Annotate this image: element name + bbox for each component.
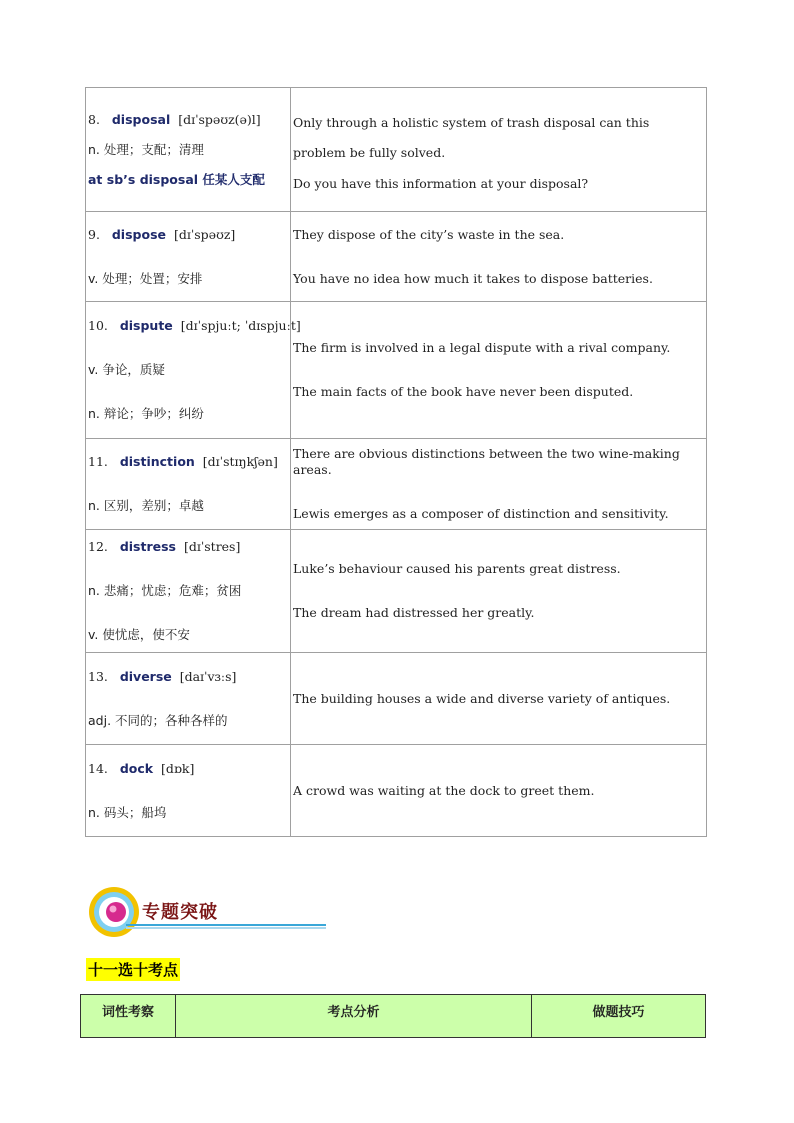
example-sentence: Do you have this information at your disposal? <box>293 175 589 191</box>
entry-number: 14. <box>88 760 108 776</box>
phonetic: [dɪˈspjuːt; ˈdɪspjuːt] <box>180 318 301 333</box>
headword: dock <box>119 760 154 776</box>
example-sentence: Lewis emerges as a composer of distinction and sensitivity. <box>293 506 669 521</box>
word-cell <box>86 439 291 530</box>
phonetic: [dɪˈstres] <box>183 539 241 554</box>
analysis-header-row <box>81 995 706 1038</box>
phonetic: [dɪˈspəʊz] <box>173 226 236 242</box>
example-sentence: Luke’s behaviour caused his parents great distress. <box>293 561 621 576</box>
example-cell <box>291 530 707 653</box>
example-sentence: There are obvious distinctions between the two wine-making areas. <box>293 446 680 477</box>
vocab-row-distress <box>86 530 707 653</box>
analysis-table <box>80 994 706 1038</box>
word-cell <box>86 88 291 212</box>
example-sentence: A crowd was waiting at the dock to greet them. <box>293 782 595 798</box>
word-cell <box>86 653 291 745</box>
entry-number: 9. <box>88 226 100 242</box>
sense: n. 处理；支配；清理 <box>88 141 204 157</box>
header-cell: 考点分析 <box>176 995 532 1038</box>
vocab-row-dispute <box>86 302 707 439</box>
example-sentence: They dispose of the city’s waste in the sea. <box>293 226 565 242</box>
headword: dispose <box>111 226 166 242</box>
sense: n. 悲痛；忧虑；危难；贫困 <box>88 583 242 598</box>
headword: dispute <box>119 318 173 333</box>
headword: distress <box>119 539 176 554</box>
vocab-row-disposal <box>86 88 707 212</box>
word-cell <box>86 530 291 653</box>
phonetic: [dɪˈspəʊz(ə)l] <box>178 111 261 127</box>
banner-underline <box>126 924 326 930</box>
example-cell <box>291 302 707 439</box>
vocab-row-dispose <box>86 212 707 302</box>
example-cell <box>291 88 707 212</box>
entry-number: 12. <box>88 539 108 554</box>
headword: disposal <box>111 111 171 127</box>
phrase: at sb’s disposal 任某人支配 <box>88 171 265 187</box>
sense: n. 辩论；争吵；纠纷 <box>88 406 204 421</box>
word-cell <box>86 212 291 302</box>
header-cell: 做题技巧 <box>532 995 706 1038</box>
entry-number: 13. <box>88 668 108 684</box>
sense: v. 使忧虑，使不安 <box>88 627 190 642</box>
vocab-row-dock <box>86 745 707 837</box>
vocab-row-diverse <box>86 653 707 745</box>
headword: distinction <box>119 454 195 469</box>
example-cell <box>291 212 707 302</box>
example-cell <box>291 745 707 837</box>
example-cell <box>291 439 707 530</box>
header-cell: 词性考察 <box>81 995 176 1038</box>
orb-logo-icon <box>86 884 142 940</box>
example-sentence: The firm is involved in a legal dispute with a rival company. <box>293 340 671 355</box>
word-cell <box>86 302 301 439</box>
example-sentence: The dream had distressed her greatly. <box>293 605 535 620</box>
vocabulary-table <box>85 87 707 837</box>
subsection-heading: 十一选十考点 <box>86 958 180 981</box>
sense: n. 码头；船坞 <box>88 804 167 820</box>
entry-number: 10. <box>88 318 108 333</box>
phonetic: [dɒk] <box>161 760 195 776</box>
example-sentence: Only through a holistic system of trash disposal can this problem be fully solved. <box>293 114 650 160</box>
headword: diverse <box>119 668 172 684</box>
vocab-row-distinction <box>86 439 707 530</box>
example-cell <box>291 653 707 745</box>
section-title: 专题突破 <box>142 902 218 923</box>
phonetic: [daɪˈvɜːs] <box>179 668 237 684</box>
section-banner <box>86 884 296 940</box>
sense: v. 争论，质疑 <box>88 362 165 377</box>
example-sentence: The main facts of the book have never been disputed. <box>293 384 634 399</box>
phonetic: [dɪˈstɪŋkʃən] <box>202 454 278 469</box>
sense: adj. 不同的；各种各样的 <box>88 712 228 728</box>
sense: n. 区别，差别；卓越 <box>88 498 204 513</box>
sense: v. 处理；处置；安排 <box>88 270 203 286</box>
entry-number: 8. <box>88 111 100 127</box>
entry-number: 11. <box>88 454 108 469</box>
word-cell <box>86 745 291 837</box>
example-sentence: You have no idea how much it takes to dispose batteries. <box>293 270 653 286</box>
example-sentence: The building houses a wide and diverse variety of antiques. <box>293 690 671 706</box>
